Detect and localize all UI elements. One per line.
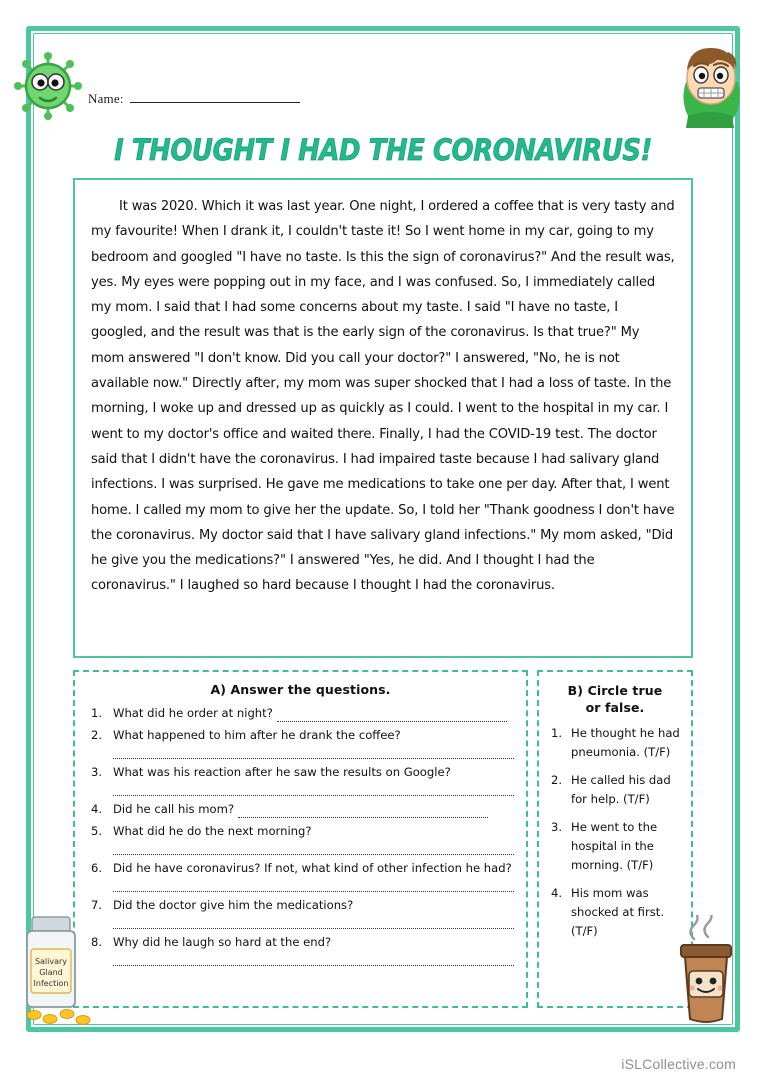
answer-line[interactable]: [113, 842, 514, 855]
answer-line[interactable]: [113, 916, 514, 929]
section-b-heading-line2: or false.: [585, 700, 645, 715]
reading-passage-box: [73, 178, 693, 658]
list-item[interactable]: He thought he had pneumonia. (T/F): [571, 726, 680, 759]
site-watermark: iSLCollective.com: [621, 1056, 736, 1072]
question-text: What did he do the next morning?: [113, 824, 312, 838]
name-label: Name:: [88, 91, 124, 106]
pill-bottle-illustration: [14, 907, 106, 1032]
answer-line[interactable]: [238, 805, 488, 818]
section-b-statement-list: [549, 724, 681, 941]
list-item[interactable]: He went to the hospital in the morning. (T/F): [571, 820, 658, 872]
question-text: Did he have coronavirus? If not, what kind of other infection he had?: [113, 861, 512, 875]
section-a-question-list: [87, 705, 514, 966]
answer-line[interactable]: [113, 879, 514, 892]
list-item: [87, 801, 514, 818]
section-a-heading: A) Answer the questions.: [210, 682, 391, 697]
list-item: [87, 897, 514, 929]
question-text: Why did he laugh so hard at the end?: [113, 935, 332, 949]
question-text: What happened to him after he drank the coffee?: [113, 728, 401, 742]
list-item: [87, 823, 514, 855]
coffee-cup-illustration: [668, 915, 744, 1032]
list-item: [87, 727, 514, 759]
answer-line[interactable]: [113, 953, 514, 966]
section-b-heading-line1: B) Circle true: [567, 683, 663, 698]
list-item: [87, 934, 514, 966]
virus-icon: [10, 50, 86, 127]
question-text: What was his reaction after he saw the results on Google?: [113, 765, 451, 779]
page-title: I THOUGHT I HAD THE CORONAVIRUS!: [114, 134, 652, 168]
question-text: What did he order at night?: [113, 706, 273, 720]
list-item[interactable]: His mom was shocked at first. (T/F): [571, 886, 665, 938]
answer-line[interactable]: [277, 709, 507, 722]
pill-bottle-label-line2: Gland: [39, 968, 63, 977]
boy-character-illustration: [668, 42, 754, 135]
list-item[interactable]: He called his dad for help. (T/F): [571, 773, 671, 806]
name-input-line[interactable]: [130, 90, 300, 103]
reading-passage-text: It was 2020. Which it was last year. One night, I ordered a coffee that is very tasty and my favourite! When I drank it, I couldn't taste it! So I went home in my car, going to my bedroom and googled "I have no taste. Is this the sign of coronavirus?" And the result was, yes. My eyes were popping out in my face, and I was confused. So, I immediately called my mom. I said that I had some concerns about my taste. I said "I have no taste, I googled, and the result was that is the early sign of the coronavirus. Is that true?" My mom answered "I don't know. Did you call your doctor?" I answered, "No, he is not available now." Directly after, my mom was super shocked that I had a loss of taste. In the morning, I woke up and dressed up as quickly as I could. I went to the hospital in my car. I went to my doctor's office and waited there. Finally, I had the COVID-19 test. The doctor said that I didn't have the coronavirus. I had impaired taste because I had salivary gland infections. I was surprised. He gave me medications to take one per day. After that, I went home. I called my mom to give her the update. So, I told her "Thank goodness I don't have the coronavirus. My doctor said that I have salivary gland infections." My mom asked, "Did he give you the medications?" I answered "Yes, he did. And I thought I had the coronavirus." I laughed so hard because I thought I had the coronavirus.: [91, 199, 675, 594]
section-b-heading: [549, 682, 681, 716]
list-item: [87, 764, 514, 796]
answer-line[interactable]: [113, 746, 514, 759]
name-field-row: [88, 90, 300, 107]
pills-icon: [27, 1010, 90, 1025]
list-item: [87, 860, 514, 892]
question-text: Did he call his mom?: [113, 802, 235, 816]
question-text: Did the doctor give him the medications?: [113, 898, 354, 912]
pill-bottle-label-line3: Infection: [33, 979, 69, 988]
answer-line[interactable]: [113, 783, 514, 796]
list-item: [87, 705, 514, 722]
section-a-panel: [73, 670, 528, 1008]
pill-bottle-label-line1: Salivary: [34, 957, 68, 966]
